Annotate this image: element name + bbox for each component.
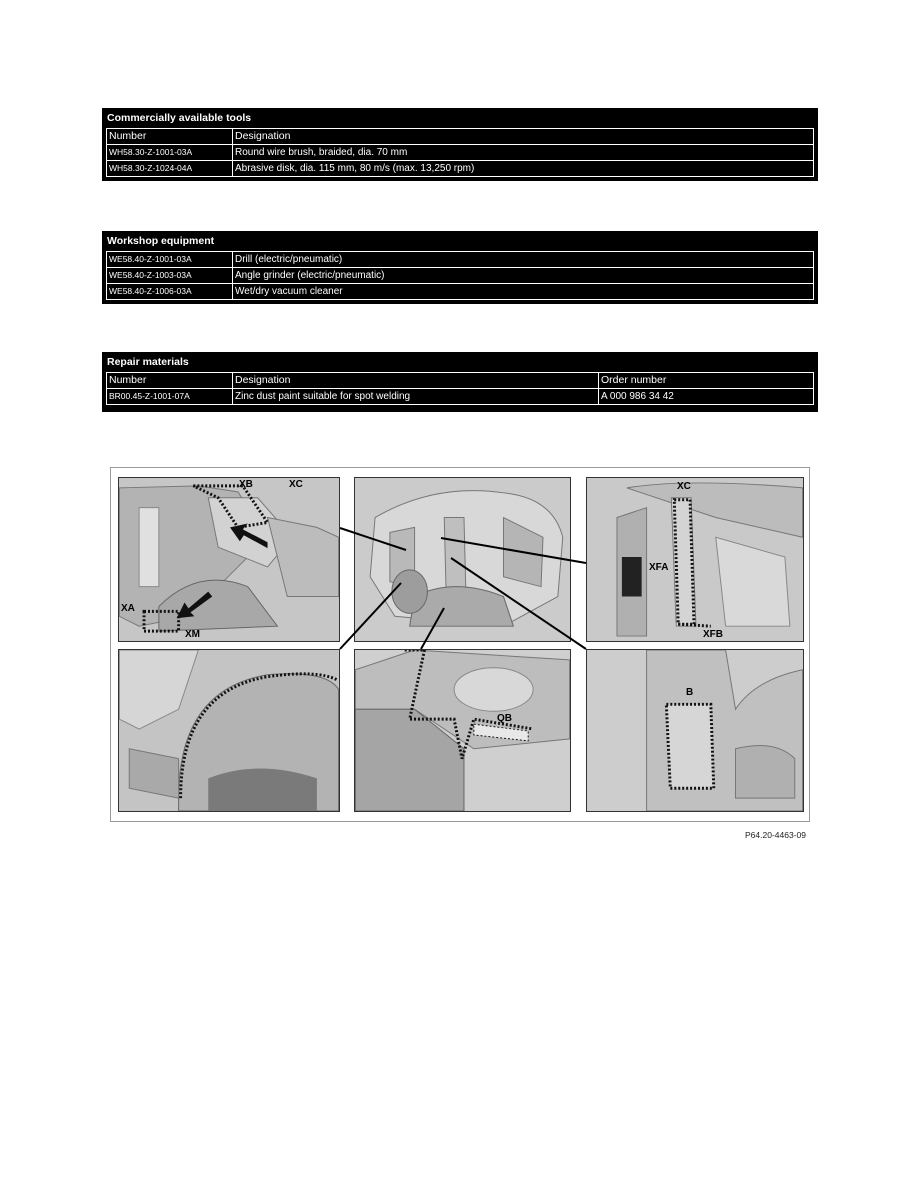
callout-xa: XA	[121, 603, 135, 614]
cell-number: BR00.45-Z-1001-07A	[107, 389, 233, 405]
table-header-row	[107, 129, 814, 145]
column-header-designation: Designation	[233, 373, 599, 389]
cell-designation: Abrasive disk, dia. 115 mm, 80 m/s (max. 13,250 rpm)	[233, 161, 814, 177]
callout-qb: QB	[497, 713, 512, 724]
rear-floor-illustration	[355, 650, 570, 811]
cell-designation: Wet/dry vacuum cleaner	[233, 284, 814, 300]
table-row	[107, 252, 814, 268]
cell-designation: Round wire brush, braided, dia. 70 mm	[233, 145, 814, 161]
callout-xfb: XFB	[703, 629, 723, 640]
side-wall-illustration	[119, 478, 339, 641]
table-title: Repair materials	[107, 356, 189, 368]
cell-number: WE58.40-Z-1001-03A	[107, 252, 233, 268]
table-row	[107, 389, 814, 405]
repair-materials-table	[102, 352, 818, 412]
column-header-number: Number	[107, 129, 233, 145]
repair-figure	[110, 467, 810, 822]
cell-designation: Drill (electric/pneumatic)	[233, 252, 814, 268]
commercial-tools-table	[102, 108, 818, 181]
table-title: Commercially available tools	[107, 112, 252, 124]
panel-wheel-housing	[118, 649, 340, 812]
table-header-row	[107, 373, 814, 389]
callout-xc: XC	[677, 481, 691, 492]
column-header-designation: Designation	[233, 129, 814, 145]
cell-number: WH58.30-Z-1001-03A	[107, 145, 233, 161]
cell-number: WE58.40-Z-1003-03A	[107, 268, 233, 284]
table-row	[107, 145, 814, 161]
callout-xm: XM	[185, 629, 200, 640]
callout-xfa: XFA	[649, 562, 669, 573]
callout-xc: XC	[289, 479, 303, 490]
wheel-housing-illustration	[119, 650, 339, 811]
table-row	[107, 161, 814, 177]
workshop-equipment-table	[102, 231, 818, 304]
callout-xb: XB	[239, 479, 253, 490]
figure-id: P64.20-4463-09	[745, 830, 806, 840]
panel-rear-floor	[354, 649, 571, 812]
c-pillar-illustration	[587, 478, 803, 641]
table-title: Workshop equipment	[107, 235, 215, 247]
cell-order-number: A 000 986 34 42	[599, 389, 814, 405]
table-row	[107, 284, 814, 300]
cell-designation: Zinc dust paint suitable for spot welding	[233, 389, 599, 405]
panel-c-pillar	[586, 477, 804, 642]
cell-designation: Angle grinder (electric/pneumatic)	[233, 268, 814, 284]
b-section-illustration	[587, 650, 803, 811]
table-row	[107, 268, 814, 284]
column-header-order-number: Order number	[599, 373, 814, 389]
column-header-number: Number	[107, 373, 233, 389]
panel-body-overview	[354, 477, 571, 642]
body-shell-illustration	[355, 478, 570, 641]
cell-number: WH58.30-Z-1024-04A	[107, 161, 233, 177]
callout-b: B	[686, 687, 694, 698]
panel-b-section	[586, 649, 804, 812]
cell-number: WE58.40-Z-1006-03A	[107, 284, 233, 300]
panel-rear-side-wall	[118, 477, 340, 642]
